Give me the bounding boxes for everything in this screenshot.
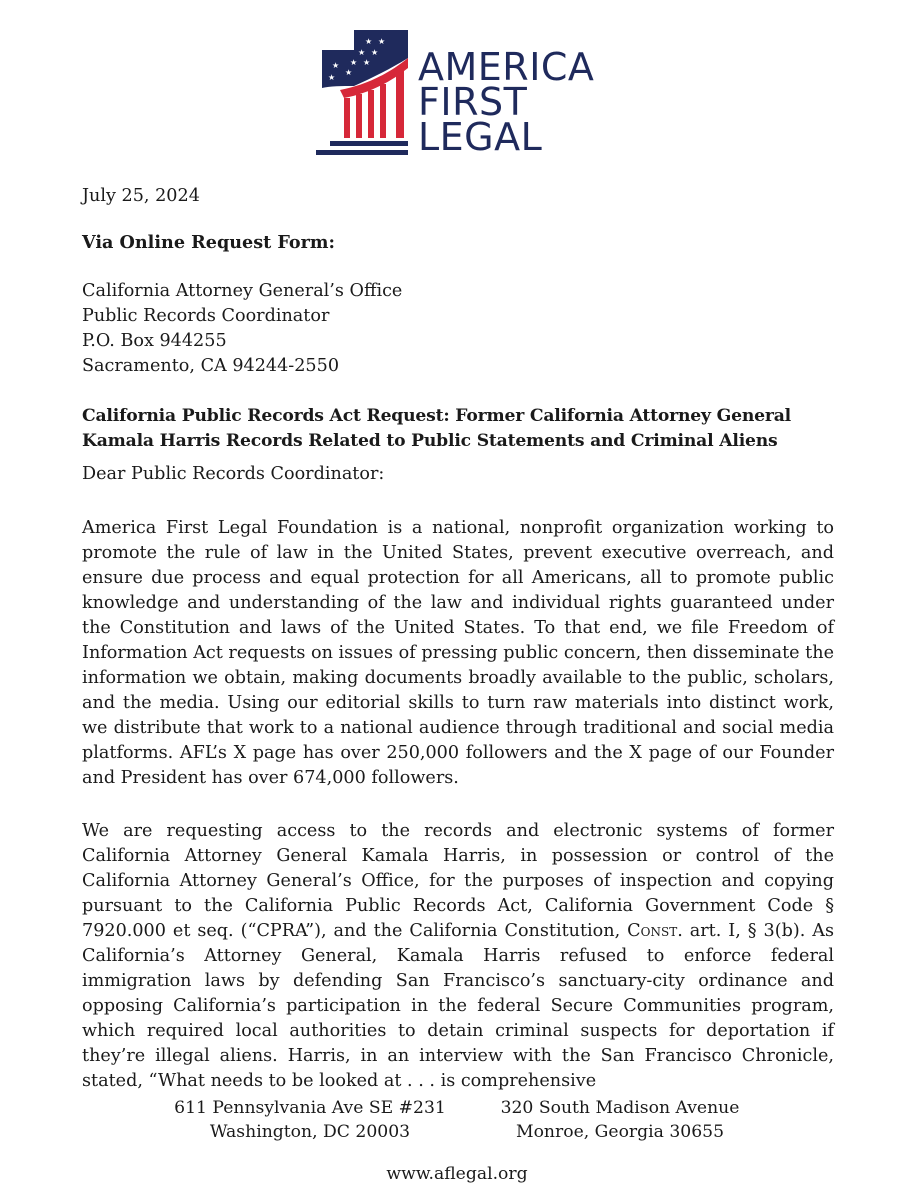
organization-logo <box>312 28 612 158</box>
salutation: Dear Public Records Coordinator: <box>82 464 385 484</box>
column-one-flag-icon <box>312 28 412 158</box>
svg-text:★: ★ <box>378 37 386 46</box>
logotype-line: FIRST <box>418 80 528 124</box>
logotype-line: LEGAL <box>418 115 543 159</box>
paragraph-request <box>82 819 834 1094</box>
footer-address-line: 320 South Madison Avenue <box>500 1098 740 1118</box>
footer-address-line: 611 Pennsylvania Ave SE #231 <box>174 1098 446 1118</box>
website-link[interactable]: www.aflegal.org <box>386 1164 528 1184</box>
const-citation: Const <box>627 921 678 941</box>
subject-line-text: Kamala Harris Records Related to Public Statements and Criminal Aliens <box>82 431 778 451</box>
logotype <box>418 45 595 159</box>
subject-line <box>82 404 834 454</box>
footer-address-dc <box>165 1096 455 1144</box>
subject-line-text: California Public Records Act Request: Former California Attorney General <box>82 406 791 426</box>
svg-text:★: ★ <box>345 68 353 77</box>
letter-date: July 25, 2024 <box>82 186 200 206</box>
logotype-line: AMERICA <box>418 45 595 89</box>
delivery-method: Via Online Request Form: <box>82 232 336 253</box>
footer-address-georgia <box>485 1096 755 1144</box>
paragraph-text: . art. I, § 3(b). As California’s Attorney General, Kamala Harris refused to enforce federal immigration laws by defending San Francisco’s sanctuary-city ordinance and opposing California’s participation in the federal Secure Communities program, which required local authorities to detain criminal suspects for deportation if they’re illegal aliens. Harris, in an interview with the San Francisco Chronicle, stated, “What needs to be looked at . . . is comprehensive <box>82 921 835 1091</box>
svg-text:★: ★ <box>363 58 371 67</box>
paragraph-organization-description: America First Legal Foundation is a national, nonprofit organization working to promote the rule of law in the United States, prevent executive overreach, and ensure due process and equal protection for all Americans, all to promote public knowledge and understanding of the law and individual rights guaranteed under the Constitution and laws of the United States. To that end, we file Freedom of Information Act requests on issues of pressing public concern, then disseminate the information we obtain, making documents broadly available to the public, scholars, and the media. Using our editorial skills to turn raw materials into distinct work, we distribute that work to a national audience through traditional and social media platforms. AFL’s X page has over 250,000 followers and the X page of our Founder and President has over 674,000 followers. <box>82 518 834 788</box>
paragraph-text: We are requesting access to the records and electronic systems of former California Attorney General Kamala Harris, in possession or control of the California Attorney General’s Office, for the purposes of inspection and copying pursuant to the California Public Records Act, California Government Code § 7920.000 et seq. (“CPRA”), and the California Constitution, <box>82 821 834 941</box>
footer-address-line: Monroe, Georgia 30655 <box>515 1122 725 1142</box>
recipient-address <box>82 279 834 379</box>
footer-address-line: Washington, DC 20003 <box>209 1122 411 1142</box>
svg-text:★: ★ <box>328 73 336 82</box>
address-line: California Attorney General’s Office <box>82 281 403 301</box>
svg-text:★: ★ <box>332 61 340 70</box>
address-line: P.O. Box 944255 <box>82 331 227 351</box>
svg-text:★: ★ <box>358 48 366 57</box>
svg-text:★: ★ <box>365 37 373 46</box>
svg-text:★: ★ <box>350 58 358 67</box>
address-line: Sacramento, CA 94244-2550 <box>82 356 340 376</box>
svg-text:★: ★ <box>371 48 379 57</box>
address-line: Public Records Coordinator <box>82 306 330 326</box>
